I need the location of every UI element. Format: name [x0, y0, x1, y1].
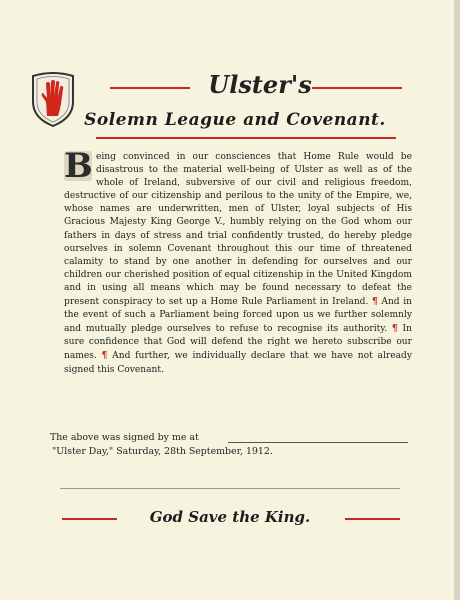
- footer-motto: God Save the King.: [149, 508, 311, 526]
- covenant-paragraph-confidence: In sure confidence that God will defend the right we hereto subscribe our names.: [64, 324, 412, 362]
- covenant-paragraph-declaration: And further, we individually declare that we have not already signed this Covenant.: [64, 351, 412, 375]
- footer-rule-right: [345, 518, 400, 520]
- paragraph-mark-icon: ¶: [101, 350, 108, 362]
- document-subtitle: Solemn League and Covenant.: [84, 110, 386, 130]
- paragraph-mark-icon: ¶: [391, 323, 398, 335]
- signature-statement: [50, 431, 410, 459]
- ulster-day-line: "Ulster Day," Saturday, 28th September, 1912.: [52, 446, 273, 457]
- footer-rule-left: [62, 518, 117, 520]
- title-rule-left: [110, 87, 190, 89]
- place-blank-line: [228, 442, 408, 443]
- signed-at-line: The above was signed by me at: [50, 432, 199, 443]
- covenant-text: [64, 146, 412, 377]
- covenant-paragraph-parliament: And in the event of such a Parliament being forced upon us we further solemnly and mutually pledge ourselves to refuse to recognise its authority.: [64, 297, 412, 335]
- document-title: Ulster's: [208, 70, 312, 99]
- covenant-paragraph-main: eing convinced in our consciences that Home Rule would be disastrous to the material well-being of Ulster as well as of the whole of Ireland, subversive of our civil and religious freedom, destructive of our citizenship and perilous to the unity of the Empire, we, whose names are underwritten, men of Ulster, loyal subjects of His Gracious Majesty King George V., humbly relying on the God whom our fathers in days of stress and trial confidently trusted, do hereby pledge ourselves in solemn Covenant throughout this our time of threatened calamity to stand by one another in defending for ourselves and our children our cherished position of equal citizenship in the United Kingdom and in using all means which may be found necessary to defeat the present conspiracy to set up a Home Rule Parliament in Ireland.: [64, 152, 412, 308]
- paragraph-mark-icon: ¶: [371, 296, 378, 308]
- signature-blank-line: [60, 488, 400, 489]
- title-rule-right: [312, 87, 402, 89]
- title-row: [0, 70, 460, 110]
- illuminated-initial: B: [64, 146, 93, 186]
- subtitle-rule: [96, 137, 396, 139]
